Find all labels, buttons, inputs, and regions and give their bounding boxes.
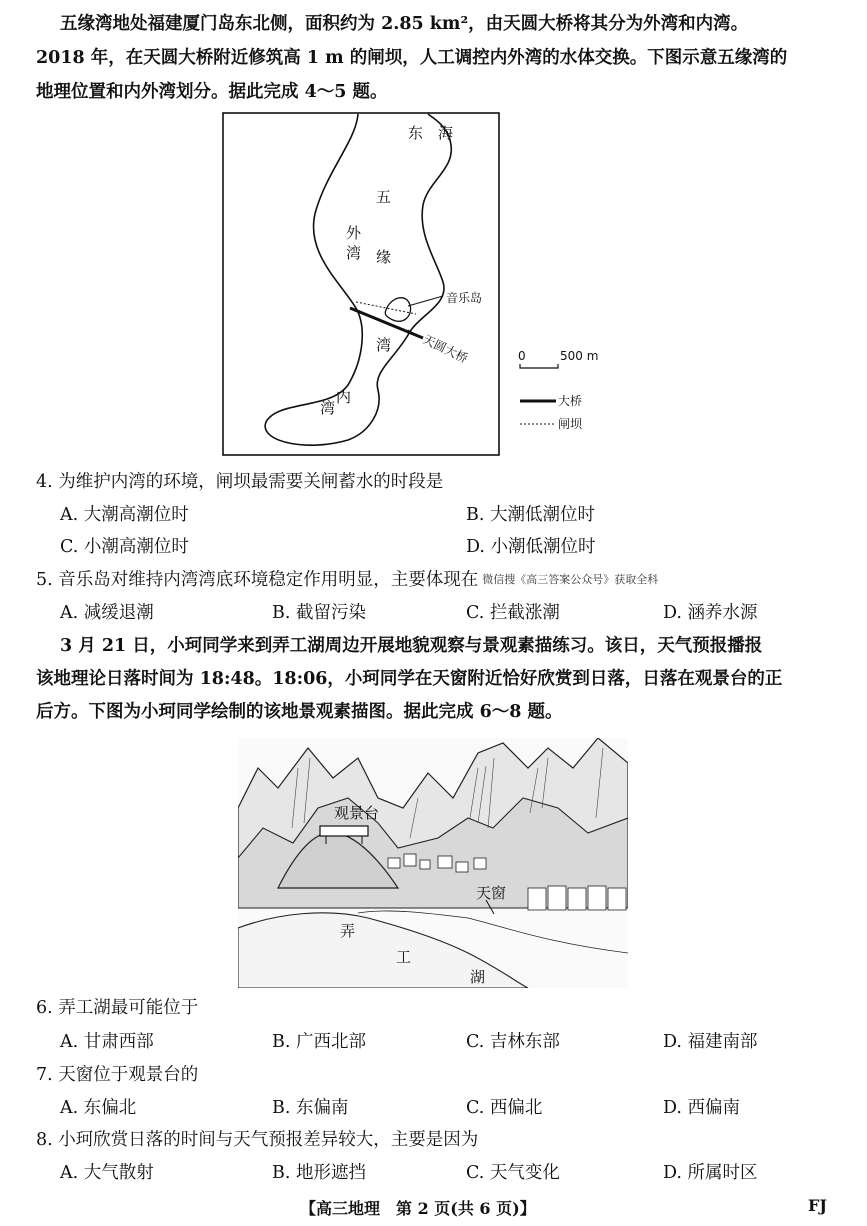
q7-option-c[interactable]: C. 西偏北 [466, 1098, 543, 1118]
q6-stem: 6. 弄工湖最可能位于 [36, 998, 199, 1018]
sketch-label-nong: 弄 [340, 922, 356, 940]
intro1-line1: 五缘湾地处福建厦门岛东北侧，面积约为 2.85 km²，由天圆大桥将其分为外湾和内湾。 [60, 14, 749, 34]
sketch-label-hu: 湖 [470, 968, 486, 986]
intro1-line3: 地理位置和内外湾划分。据此完成 4～5 题。 [36, 82, 388, 102]
q5-option-c[interactable]: C. 拦截涨潮 [466, 603, 560, 623]
q7-option-b[interactable]: B. 东偏南 [272, 1098, 349, 1118]
sketch-label-viewing-platform: 观景台 [334, 804, 380, 822]
bay-outline [265, 114, 454, 445]
q8-option-d[interactable]: D. 所属时区 [663, 1163, 758, 1183]
footer-code: FJ [808, 1196, 827, 1215]
q5-option-d[interactable]: D. 涵养水源 [663, 603, 758, 623]
q8-stem: 8. 小珂欣赏日落的时间与天气预报差异较大，主要是因为 [36, 1130, 479, 1150]
q5-note: 微信搜《高三答案公众号》获取全科 [482, 573, 659, 586]
scale-bar [520, 364, 558, 368]
map-label-east-sea: 东 海 [408, 124, 454, 142]
q7-option-a[interactable]: A. 东偏北 [60, 1098, 137, 1118]
q4-stem: 4. 为维护内湾的环境，闸坝最需要关闸蓄水的时段是 [36, 472, 444, 492]
q6-option-d[interactable]: D. 福建南部 [663, 1032, 758, 1052]
q4-option-b[interactable]: B. 大潮低潮位时 [466, 505, 595, 525]
landscape-sketch [238, 738, 628, 988]
q8-option-b[interactable]: B. 地形遮挡 [272, 1163, 366, 1183]
q4-option-c[interactable]: C. 小潮高潮位时 [60, 537, 189, 557]
intro2-line1: 3 月 21 日，小珂同学来到弄工湖周边开展地貌观察与景观素描练习。该日，天气预报播报 [60, 636, 763, 656]
map-frame [223, 113, 499, 455]
intro2-line2: 该地理论日落时间为 18:48。18:06，小珂同学在天窗附近恰好欣赏到日落，日落在观景台的正 [36, 669, 783, 689]
map-label-nei-wan: 湾 [320, 399, 336, 417]
map-label-nei: 内 [336, 388, 352, 406]
q5-stem: 5. 音乐岛对维持内湾湾底环境稳定作用明显，主要体现在 [36, 570, 479, 590]
legend-dam-label: 闸坝 [558, 417, 583, 431]
sketch-label-skylight: 天窗 [476, 884, 507, 902]
intro2-line3: 后方。下图为小珂同学绘制的该地景观素描图。据此完成 6～8 题。 [36, 702, 563, 722]
map-label-island: 音乐岛 [446, 291, 483, 305]
q8-option-c[interactable]: C. 天气变化 [466, 1163, 560, 1183]
map-label-yuan: 缘 [376, 248, 392, 266]
legend-bridge-label: 大桥 [558, 394, 583, 408]
island-outline [385, 298, 410, 322]
wuyuan-bay-map [218, 110, 618, 458]
q5-option-a[interactable]: A. 减缓退潮 [60, 603, 154, 623]
intro1-line2: 2018 年，在天圆大桥附近修筑高 1 m 的闸坝，人工调控内外湾的水体交换。下图示意五缘湾的 [36, 48, 788, 68]
q4-option-d[interactable]: D. 小潮低潮位时 [466, 537, 596, 557]
map-label-wan: 湾 [376, 336, 392, 354]
q5-option-b[interactable]: B. 截留污染 [272, 603, 366, 623]
map-label-bridge: 天圆大桥 [420, 332, 470, 366]
scale-zero: 0 [518, 349, 526, 363]
map-label-wai: 外 [346, 224, 362, 242]
footer-page-info: 【高三地理 第 2 页(共 6 页)】 [300, 1199, 536, 1218]
sketch-platform [320, 826, 368, 836]
map-label-wu: 五 [376, 188, 392, 206]
q7-option-d[interactable]: D. 西偏南 [663, 1098, 741, 1118]
q7-stem: 7. 天窗位于观景台的 [36, 1065, 199, 1085]
q4-option-a[interactable]: A. 大潮高潮位时 [60, 505, 189, 525]
q8-option-a[interactable]: A. 大气散射 [60, 1163, 154, 1183]
q6-option-a[interactable]: A. 甘肃西部 [60, 1032, 154, 1052]
q6-option-c[interactable]: C. 吉林东部 [466, 1032, 560, 1052]
map-label-wai-wan: 湾 [346, 244, 362, 262]
sketch-label-gong: 工 [396, 948, 412, 966]
q5-stem-row [36, 568, 658, 592]
q6-option-b[interactable]: B. 广西北部 [272, 1032, 366, 1052]
scale-value: 500 m [560, 349, 599, 363]
